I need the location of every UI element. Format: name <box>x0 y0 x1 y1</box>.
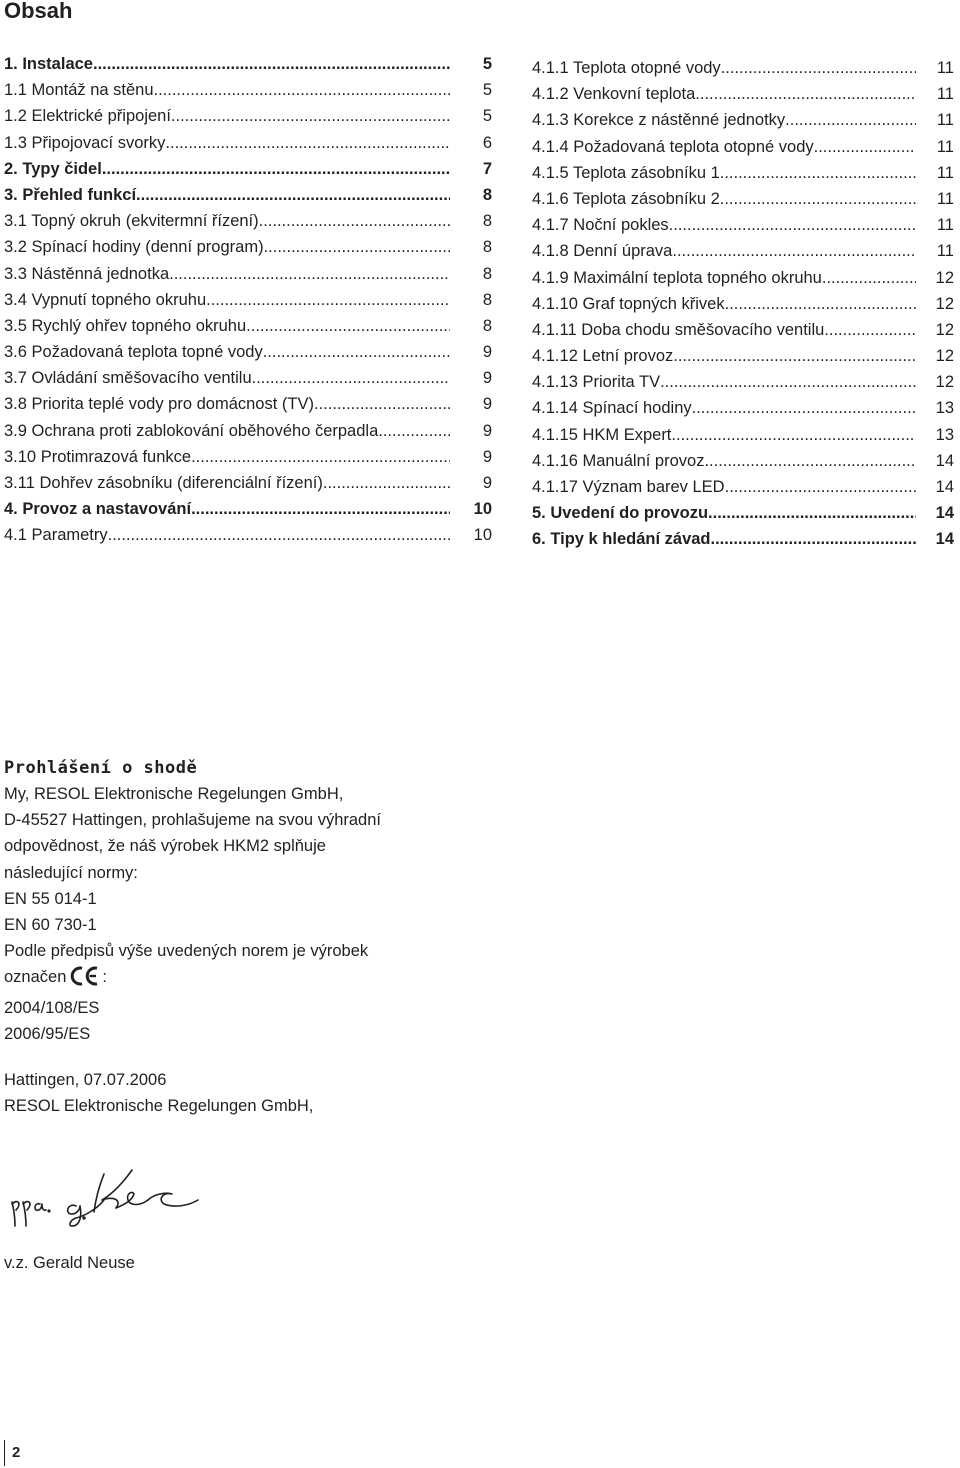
toc-entry-page: 8 <box>482 290 492 309</box>
toc-entry[interactable] <box>532 500 954 526</box>
toc-entry-page: 5 <box>482 55 492 73</box>
toc-entry-page: 8 <box>482 238 492 257</box>
toc-entry[interactable] <box>532 55 954 81</box>
toc-entry[interactable] <box>532 160 954 186</box>
toc-entry-page: 9 <box>482 369 492 388</box>
toc-entry[interactable] <box>4 77 492 103</box>
declaration-line: My, RESOL Elektronische Regelungen GmbH, <box>4 785 344 803</box>
toc-entry-title: 4.1.12 Letní provoz <box>532 347 674 366</box>
toc-leader-dots <box>154 77 450 103</box>
toc-entry-title: 4.1.14 Spínací hodiny <box>532 399 692 418</box>
standard-item: EN 60 730-1 <box>4 916 97 935</box>
toc-leader-dots <box>669 212 916 238</box>
toc-entry[interactable] <box>4 391 492 417</box>
toc-entry-page: 8 <box>482 185 492 204</box>
toc-entry[interactable] <box>532 186 954 212</box>
toc-entry[interactable] <box>532 291 954 317</box>
toc-entry[interactable] <box>4 261 492 287</box>
toc-column-left <box>4 51 492 549</box>
toc-leader-dots <box>206 287 450 313</box>
toc-entry-title: 4.1.9 Maximální teplota topného okruhu <box>532 268 822 287</box>
toc-leader-dots <box>725 474 916 500</box>
toc-leader-dots <box>785 107 916 133</box>
toc-entry[interactable] <box>4 130 492 156</box>
toc-entry[interactable] <box>532 107 954 133</box>
toc-leader-dots <box>252 365 450 391</box>
toc-leader-dots <box>824 317 916 343</box>
toc-entry[interactable] <box>4 496 492 522</box>
toc-entry[interactable] <box>532 448 954 474</box>
toc-entry[interactable] <box>532 212 954 238</box>
toc-entry-page: 9 <box>482 447 492 466</box>
toc-leader-dots <box>720 186 916 212</box>
toc-entry-title: 3. Přehled funkcí <box>4 185 137 204</box>
toc-entry-page: 12 <box>935 373 954 392</box>
toc-entry[interactable] <box>532 317 954 343</box>
toc-entry[interactable] <box>532 134 954 160</box>
toc-entry-title: 3.5 Rychlý ohřev topného okruhu <box>4 316 247 335</box>
toc-entry[interactable] <box>532 265 954 291</box>
company-name: RESOL Elektronische Regelungen GmbH, <box>4 1097 314 1116</box>
toc-entry-title: 3.10 Protimrazová funkce <box>4 447 192 466</box>
toc-entry[interactable] <box>4 234 492 260</box>
toc-entry-title: 1.3 Připojovací svorky <box>4 133 166 152</box>
toc-leader-dots <box>711 526 916 552</box>
toc-entry[interactable] <box>4 51 492 77</box>
page-title: Obsah <box>4 0 73 23</box>
toc-entry-title: 4.1.10 Graf topných křivek <box>532 294 725 313</box>
toc-leader-dots <box>673 343 916 369</box>
toc-entry-title: 3.7 Ovládání směšovacího ventilu <box>4 369 252 388</box>
toc-leader-dots <box>259 208 450 234</box>
toc-entry-page: 13 <box>935 425 954 444</box>
toc-entry[interactable] <box>532 422 954 448</box>
toc-entry[interactable] <box>532 81 954 107</box>
toc-entry-page: 11 <box>936 111 954 130</box>
toc-entry-title: 5. Uvedení do provozu <box>532 504 709 523</box>
toc-leader-dots <box>165 130 450 156</box>
toc-entry[interactable] <box>4 365 492 391</box>
toc-entry[interactable] <box>532 369 954 395</box>
signature-block <box>4 1067 464 1119</box>
toc-leader-dots <box>814 134 916 160</box>
toc-leader-dots <box>169 261 450 287</box>
toc-entry-page: 8 <box>482 316 492 335</box>
toc-entry[interactable] <box>4 208 492 234</box>
toc-entry-title: 4.1.7 Noční pokles <box>532 216 669 235</box>
toc-entry-page: 13 <box>935 399 954 418</box>
toc-leader-dots <box>323 470 450 496</box>
toc-leader-dots <box>721 55 916 81</box>
toc-entry-page: 5 <box>482 81 492 100</box>
directive-item: 2006/95/ES <box>4 1024 91 1043</box>
toc-leader-dots <box>695 81 916 107</box>
toc-entry-page: 11 <box>936 59 954 77</box>
declaration-line: D-45527 Hattingen, prohlašujeme na svou výhradní <box>4 811 381 830</box>
toc-leader-dots <box>102 156 450 182</box>
toc-entry[interactable] <box>532 238 954 264</box>
toc-entry-title: 4.1.17 Význam barev LED <box>532 478 725 496</box>
toc-leader-dots <box>93 51 450 77</box>
toc-leader-dots <box>708 500 916 526</box>
toc-leader-dots <box>191 444 450 470</box>
toc-entry-title: 3.6 Požadovaná teplota topné vody <box>4 343 263 362</box>
handwritten-signature <box>4 1160 204 1245</box>
toc-entry-page: 9 <box>482 343 492 362</box>
toc-entry-page: 10 <box>473 526 492 545</box>
toc-entry-title: 3.8 Priorita teplé vody pro domácnost (TV) <box>4 395 314 414</box>
declaration-line: odpovědnost, že náš výrobek HKM2 splňuje <box>4 837 326 856</box>
toc-entry-title: 4.1 Parametry <box>4 526 108 545</box>
toc-entry-title: 4.1.15 HKM Expert <box>532 425 672 444</box>
toc-entry-page: 12 <box>935 294 954 313</box>
toc-entry-title: 3.9 Ochrana proti zablokování oběhového čerpadla <box>4 421 379 440</box>
toc-entry-page: 8 <box>482 264 492 283</box>
ce-line-prefix: označen <box>4 968 67 987</box>
toc-entry[interactable] <box>4 156 492 182</box>
standard-item: EN 55 014-1 <box>4 889 97 908</box>
toc-entry[interactable] <box>4 182 492 208</box>
toc-entry[interactable] <box>4 444 492 470</box>
toc-leader-dots <box>264 234 450 260</box>
toc-entry-page: 11 <box>936 189 954 208</box>
toc-entry[interactable] <box>532 474 954 500</box>
toc-entry-title: 1. Instalace <box>4 55 93 73</box>
place-date: Hattingen, 07.07.2006 <box>4 1071 167 1089</box>
toc-entry-page: 11 <box>936 85 954 104</box>
toc-entry[interactable] <box>4 470 492 496</box>
toc-entry[interactable] <box>532 395 954 421</box>
toc-entry-page: 14 <box>935 530 954 549</box>
ce-conformity-mark-icon <box>70 966 100 994</box>
toc-leader-dots <box>171 103 450 129</box>
toc-entry-title: 3.3 Nástěnná jednotka <box>4 264 170 283</box>
toc-entry-page: 14 <box>935 451 954 470</box>
toc-entry-page: 6 <box>482 133 492 152</box>
toc-entry-page: 11 <box>936 137 954 156</box>
toc-entry[interactable] <box>4 103 492 129</box>
toc-leader-dots <box>725 291 916 317</box>
toc-entry-title: 4.1.13 Priorita TV <box>532 373 661 392</box>
toc-entry[interactable] <box>532 526 954 552</box>
toc-entry-title: 4.1.2 Venkovní teplota <box>532 85 696 104</box>
toc-entry-title: 4.1.4 Požadovaná teplota otopné vody <box>532 137 814 156</box>
toc-entry-page: 8 <box>482 212 492 231</box>
toc-entry-title: 4.1.3 Korekce z nástěnné jednotky <box>532 111 786 130</box>
toc-entry-page: 12 <box>935 320 954 339</box>
toc-leader-dots <box>263 339 450 365</box>
toc-entry-title: 6. Tipy k hledání závad <box>532 530 711 549</box>
toc-entry-page: 5 <box>482 107 492 126</box>
toc-entry[interactable] <box>4 418 492 444</box>
toc-leader-dots <box>822 265 916 291</box>
toc-entry-title: 1.2 Elektrické připojení <box>4 107 171 126</box>
declaration-heading: Prohlášení o shodě <box>4 758 198 778</box>
toc-entry-title: 1.1 Montáž na stěnu <box>4 81 154 100</box>
toc-entry-title: 3.2 Spínací hodiny (denní program) <box>4 238 264 257</box>
toc-leader-dots <box>136 182 450 208</box>
toc-entry-page: 14 <box>935 478 954 496</box>
toc-leader-dots <box>660 369 916 395</box>
toc-entry-page: 9 <box>482 395 492 414</box>
toc-leader-dots <box>246 313 450 339</box>
toc-leader-dots <box>378 418 450 444</box>
toc-entry[interactable] <box>4 287 492 313</box>
toc-entry-page: 11 <box>936 242 954 261</box>
toc-entry[interactable] <box>532 343 954 369</box>
toc-leader-dots <box>704 448 916 474</box>
signer-name: v.z. Gerald Neuse <box>4 1254 135 1272</box>
toc-entry[interactable] <box>4 522 492 548</box>
toc-entry-page: 7 <box>482 159 492 178</box>
toc-entry-page: 9 <box>482 421 492 440</box>
toc-entry-page: 11 <box>936 163 954 182</box>
toc-entry-title: 4.1.11 Doba chodu směšovacího ventilu <box>532 320 825 339</box>
toc-leader-dots <box>692 395 916 421</box>
toc-leader-dots <box>191 496 450 522</box>
toc-entry-page: 14 <box>935 504 954 523</box>
toc-entry-page: 9 <box>482 474 492 492</box>
toc-entry-page: 12 <box>935 347 954 366</box>
toc-entry-title: 4.1.6 Teplota zásobníku 2 <box>532 189 720 208</box>
toc-entry-title: 3.1 Topný okruh (ekvitermní řízení) <box>4 212 259 231</box>
toc-entry-title: 4.1.8 Denní úprava <box>532 242 673 261</box>
toc-entry[interactable] <box>4 313 492 339</box>
toc-leader-dots <box>720 160 916 186</box>
declaration-line: následující normy: <box>4 863 138 882</box>
directive-item: 2004/108/ES <box>4 998 100 1017</box>
toc-entry-page: 10 <box>473 500 492 519</box>
toc-entry-title: 4. Provoz a nastavování <box>4 500 192 519</box>
toc-entry-title: 3.11 Dohřev zásobníku (diferenciální řízení) <box>4 474 323 492</box>
ce-line-suffix: : <box>102 968 107 987</box>
toc-leader-dots <box>672 238 916 264</box>
declaration-line: Podle předpisů výše uvedených norem je výrobek <box>4 942 369 961</box>
toc-entry-page: 12 <box>935 268 954 287</box>
toc-entry-page: 11 <box>936 216 954 235</box>
toc-leader-dots <box>671 422 916 448</box>
toc-column-right <box>532 55 954 553</box>
toc-entry-title: 4.1.5 Teplota zásobníku 1 <box>532 163 720 182</box>
page-number: 2 <box>12 1444 21 1461</box>
toc-entry-title: 4.1.1 Teplota otopné vody <box>532 59 721 77</box>
toc-entry[interactable] <box>4 339 492 365</box>
ce-marking-line <box>4 964 464 994</box>
toc-leader-dots <box>108 522 450 548</box>
toc-entry-title: 2. Typy čidel <box>4 159 102 178</box>
footer-divider <box>4 1440 5 1466</box>
declaration-of-conformity <box>4 755 464 1047</box>
toc-entry-title: 4.1.16 Manuální provoz <box>532 451 705 470</box>
toc-entry-title: 3.4 Vypnutí topného okruhu <box>4 290 207 309</box>
toc-leader-dots <box>314 391 450 417</box>
